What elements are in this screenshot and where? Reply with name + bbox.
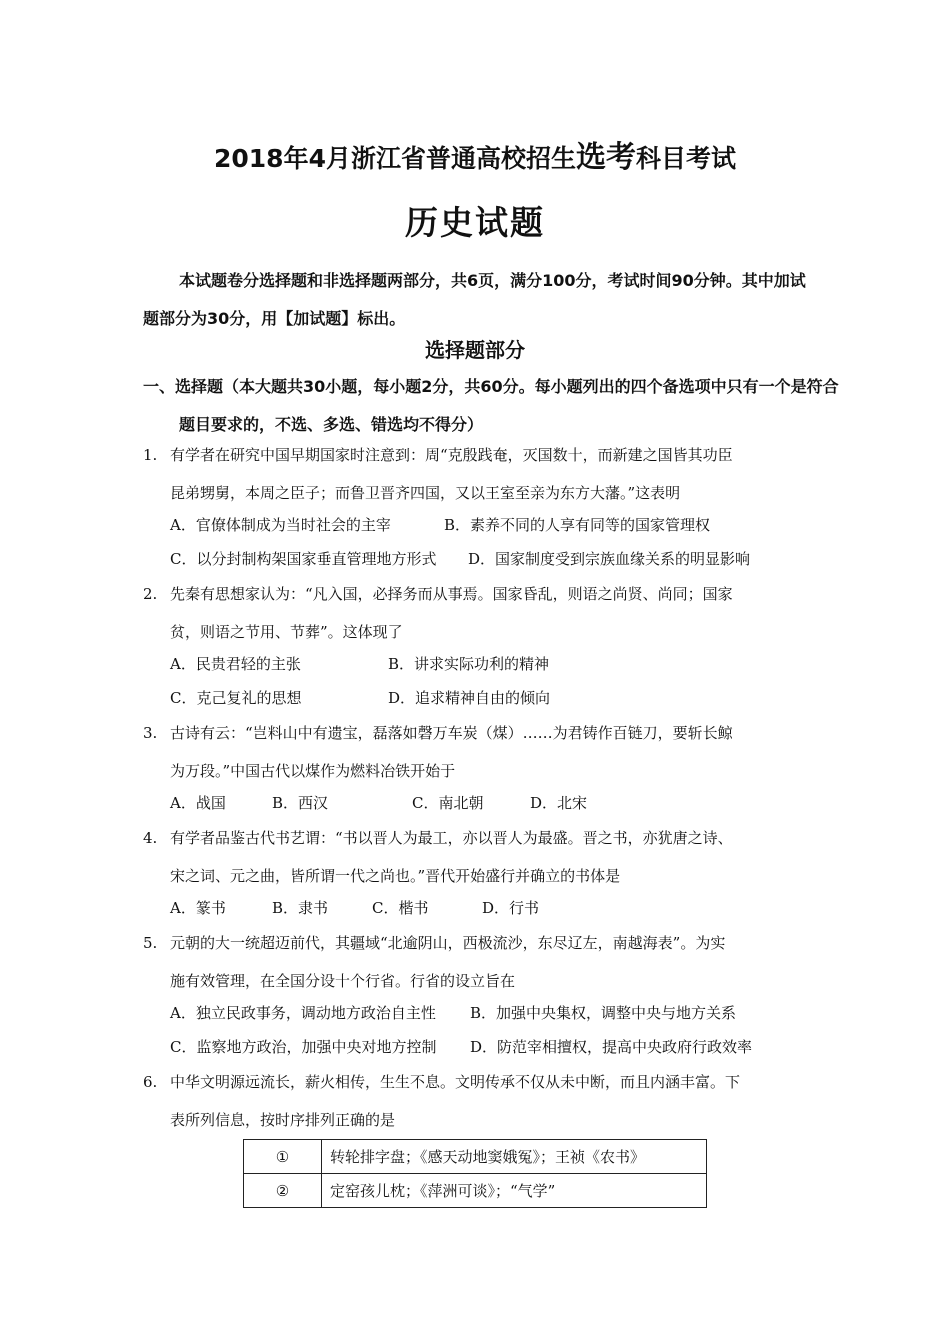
option-d: D．追求精神自由的倾向 [388,689,551,707]
option-b: B．西汉 [272,794,329,812]
table-row [244,1174,707,1208]
option-c: C．克己复礼的思想 [170,689,302,707]
option-d: D．国家制度受到宗族血缘关系的明显影响 [468,550,751,568]
option-a: A．战国 [170,794,226,812]
question-text-line: 有学者品鉴古代书艺谓：“书以晋人为最工，亦以晋人为最盛。晋之书，亦犹唐之诗、 [170,829,733,847]
question-number: 4. [143,829,158,847]
option-c: C．以分封制构架国家垂直管理地方形式 [170,550,437,568]
question-number: 6. [143,1073,158,1091]
title-prefix: 2018年4月浙江省普通高校招生 [214,144,576,173]
table-row-index: ② [244,1174,322,1208]
option-c: C．南北朝 [412,794,484,812]
option-b: B．加强中央集权，调整中央与地方关系 [470,1004,737,1022]
option-d: D．行书 [482,899,540,917]
option-b: B．素养不同的人享有同等的国家管理权 [444,516,711,534]
option-a: A．独立民政事务，调动地方政治自主性 [170,1004,436,1022]
info-table [243,1139,707,1208]
title-suffix: 科目考试 [635,144,736,173]
exam-title [0,132,950,176]
option-b: B．讲求实际功利的精神 [388,655,550,673]
question-text-line: 昆弟甥舅，本周之臣子；而鲁卫晋齐四国，又以王室至亲为东方大藩。”这表明 [170,484,681,502]
subject-title: 历史试题 [405,203,545,242]
question-text-line: 表所列信息，按时序排列正确的是 [170,1111,396,1129]
option-c: C．监察地方政治，加强中央对地方控制 [170,1038,437,1056]
question-text-line: 贫，则语之节用、节葬”。这体现了 [170,623,403,641]
question-text-line: 古诗有云：“岂料山中有遗宝，磊落如磬万车炭（煤）……为君铸作百链刀，要斩长鲸 [170,724,733,742]
question-text-line: 元朝的大一统超迈前代，其疆域“北逾阴山，西极流沙，东尽辽左，南越海表”。为实 [170,934,726,952]
question-text-line: 宋之词、元之曲，皆所谓一代之尚也。”晋代开始盛行并确立的书体是 [170,867,621,885]
question-text-line: 有学者在研究中国早期国家时注意到：周“克殷践奄，灭国数十，而新建之国皆其功臣 [170,446,733,464]
question-number: 5. [143,934,158,952]
option-d: D．防范宰相擅权，提高中央政府行政效率 [470,1038,753,1056]
option-a: A．篆书 [170,899,226,917]
table-row-index: ① [244,1140,322,1174]
table-row [244,1140,707,1174]
question-number: 1. [143,446,158,464]
question-text-line: 先秦有思想家认为：“凡入国，必择务而从事焉。国家昏乱，则语之尚贤、尚同；国家 [170,585,733,603]
option-c: C．楷书 [372,899,429,917]
question-text-line: 中华文明源远流长，薪火相传，生生不息。文明传承不仅从未中断，而且内涵丰富。下 [170,1073,741,1091]
question-number: 2. [143,585,158,603]
option-b: B．隶书 [272,899,329,917]
table-row-text: 定窑孩儿枕；《萍洲可谈》；“气学” [322,1174,707,1208]
question-text-line: 为万段。”中国古代以煤作为燃料冶铁开始于 [170,762,456,780]
exam-instructions: 本试题卷分选择题和非选择题两部分，共6页，满分100分，考试时间90分钟。其中加试题部分为30分，用【加试题】标出。 [143,271,806,328]
question-number: 3. [143,724,158,742]
option-a: A．民贵君轻的主张 [170,655,301,673]
table-row-text: 转轮排字盘；《感天动地窦娥冤》；王祯《农书》 [322,1140,707,1174]
option-a: A．官僚体制成为当时社会的主宰 [170,516,391,534]
question-text-line: 施有效管理，在全国分设十个行省。行省的设立旨在 [170,972,516,990]
option-d: D．北宋 [530,794,588,812]
part-one-heading: 一、选择题（本大题共30小题，每小题2分，共60分。每小题列出的四个备选项中只有一个是符合题目要求的，不选、多选、错选均不得分） [143,377,839,434]
section-title: 选择题部分 [425,338,525,362]
title-emphasis: 选考 [575,140,636,175]
